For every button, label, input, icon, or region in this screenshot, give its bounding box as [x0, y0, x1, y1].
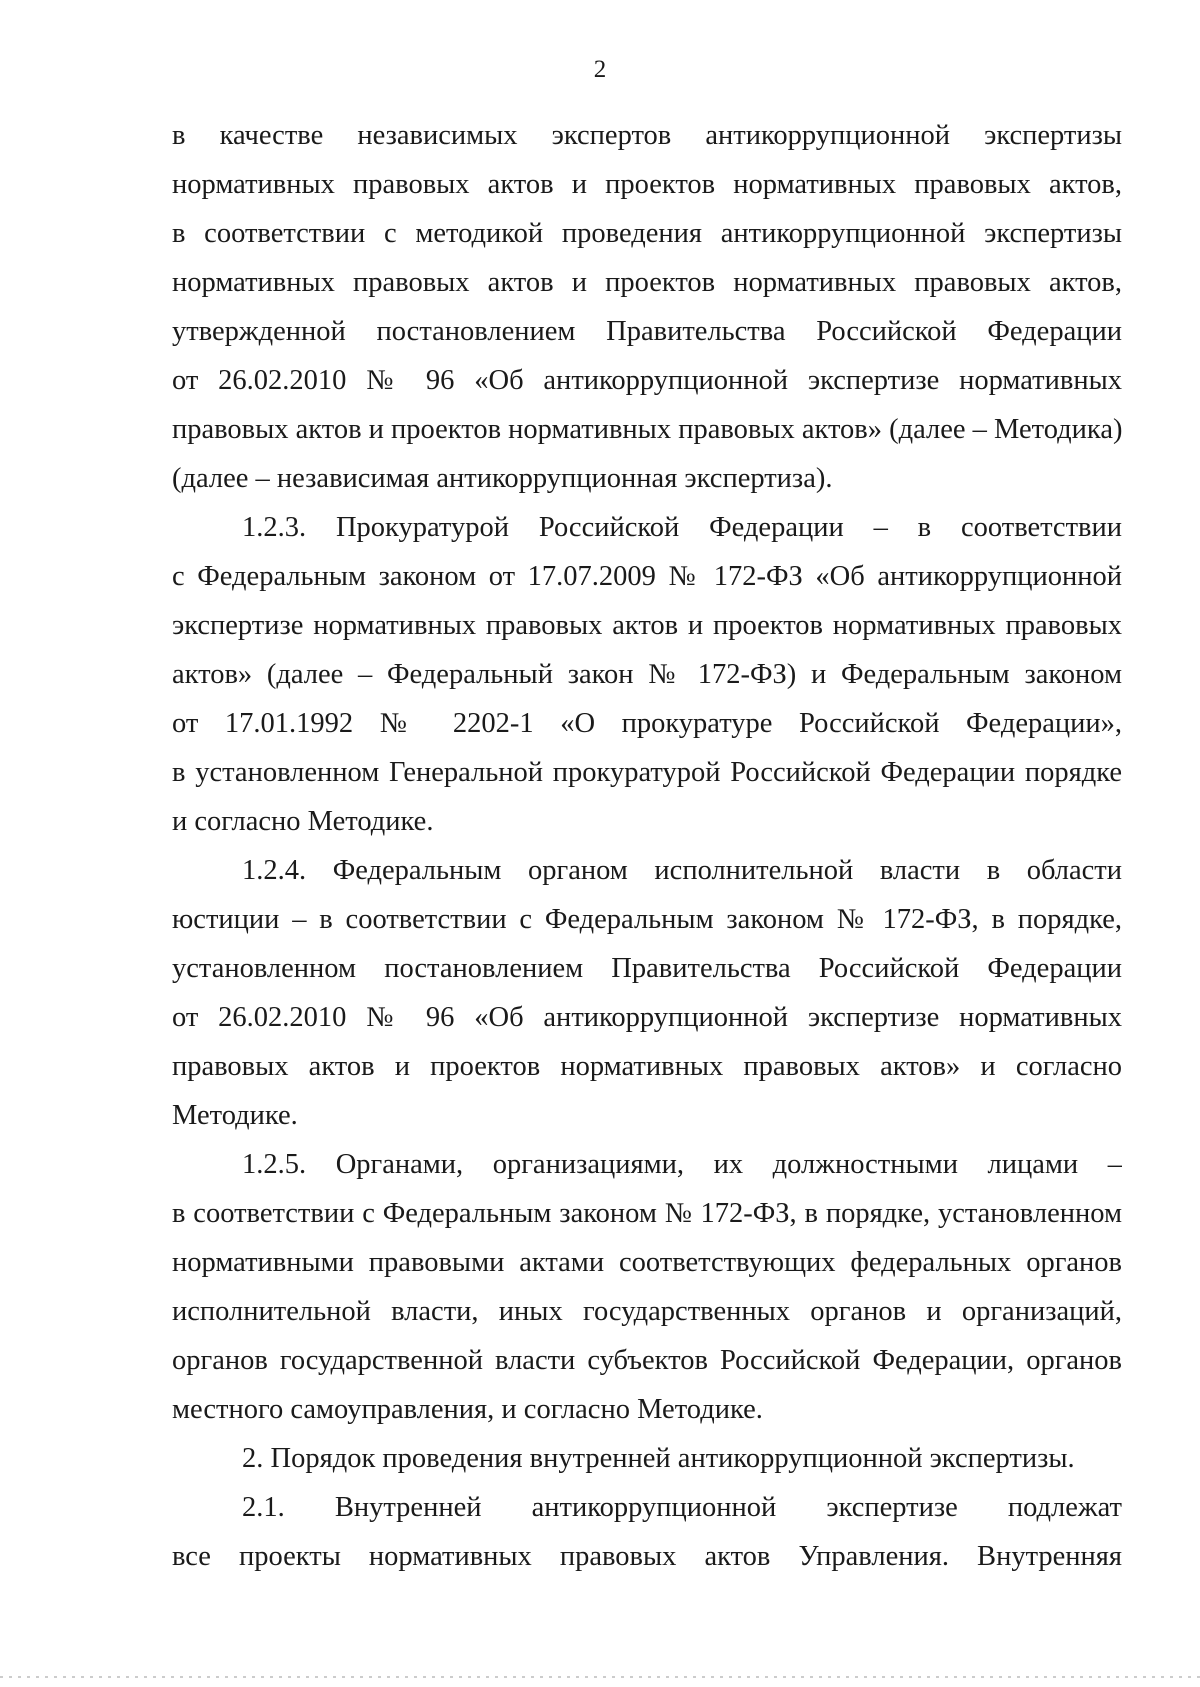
text-line: 2.1. Внутренней антикоррупционной экспертизе подлежат: [242, 1492, 1122, 1523]
text-line: от 17.01.1992 № 2202-1 «О прокуратуре Российской Федерации»,: [172, 708, 1122, 739]
text-line: исполнительной власти, иных государственных органов и организаций,: [172, 1296, 1122, 1327]
text-line: нормативными правовыми актами соответствующих федеральных органов: [172, 1247, 1122, 1278]
text-line: в качестве независимых экспертов антикоррупционной экспертизы: [172, 120, 1122, 151]
text-line: с Федеральным законом от 17.07.2009 № 172-ФЗ «Об антикоррупционной: [172, 561, 1122, 592]
text-line: в соответствии с методикой проведения антикоррупционной экспертизы: [172, 218, 1122, 249]
text-line: в соответствии с Федеральным законом № 172-ФЗ, в порядке, установленном: [172, 1198, 1122, 1229]
text-line: правовых актов и проектов нормативных правовых актов» (далее – Методика): [172, 414, 1122, 445]
text-line: нормативных правовых актов и проектов нормативных правовых актов,: [172, 267, 1122, 298]
text-line: и согласно Методике.: [172, 806, 434, 837]
text-line: местного самоуправления, и согласно Методике.: [172, 1394, 763, 1425]
page-number: 2: [593, 56, 607, 83]
text-line: органов государственной власти субъектов Российской Федерации, органов: [172, 1345, 1122, 1376]
text-line: утвержденной постановлением Правительства Российской Федерации: [172, 316, 1122, 347]
text-line: актов» (далее – Федеральный закон № 172-ФЗ) и Федеральным законом: [172, 659, 1122, 690]
document-body: [172, 111, 1122, 1581]
text-line: нормативных правовых актов и проектов нормативных правовых актов,: [172, 169, 1122, 200]
text-line: 1.2.3. Прокуратурой Российской Федерации – в соответствии: [242, 512, 1122, 543]
text-line: от 26.02.2010 № 96 «Об антикоррупционной экспертизе нормативных: [172, 365, 1122, 396]
text-line: установленном постановлением Правительства Российской Федерации: [172, 953, 1122, 984]
text-line: 1.2.5. Органами, организациями, их должностными лицами –: [242, 1149, 1122, 1180]
text-line: (далее – независимая антикоррупционная экспертиза).: [172, 463, 833, 494]
text-line: все проекты нормативных правовых актов Управления. Внутренняя: [172, 1541, 1122, 1572]
text-line: в установленном Генеральной прокуратурой Российской Федерации порядке: [172, 757, 1122, 788]
text-line: экспертизе нормативных правовых актов и проектов нормативных правовых: [172, 610, 1122, 641]
text-line: юстиции – в соответствии с Федеральным законом № 172-ФЗ, в порядке,: [172, 904, 1122, 935]
text-line: правовых актов и проектов нормативных правовых актов» и согласно: [172, 1051, 1122, 1082]
scan-edge-artifact: [0, 1676, 1200, 1678]
text-line: 1.2.4. Федеральным органом исполнительной власти в области: [242, 855, 1122, 886]
text-line: Методике.: [172, 1100, 298, 1131]
text-line: от 26.02.2010 № 96 «Об антикоррупционной экспертизе нормативных: [172, 1002, 1122, 1033]
text-line: 2. Порядок проведения внутренней антикоррупционной экспертизы.: [242, 1443, 1075, 1474]
